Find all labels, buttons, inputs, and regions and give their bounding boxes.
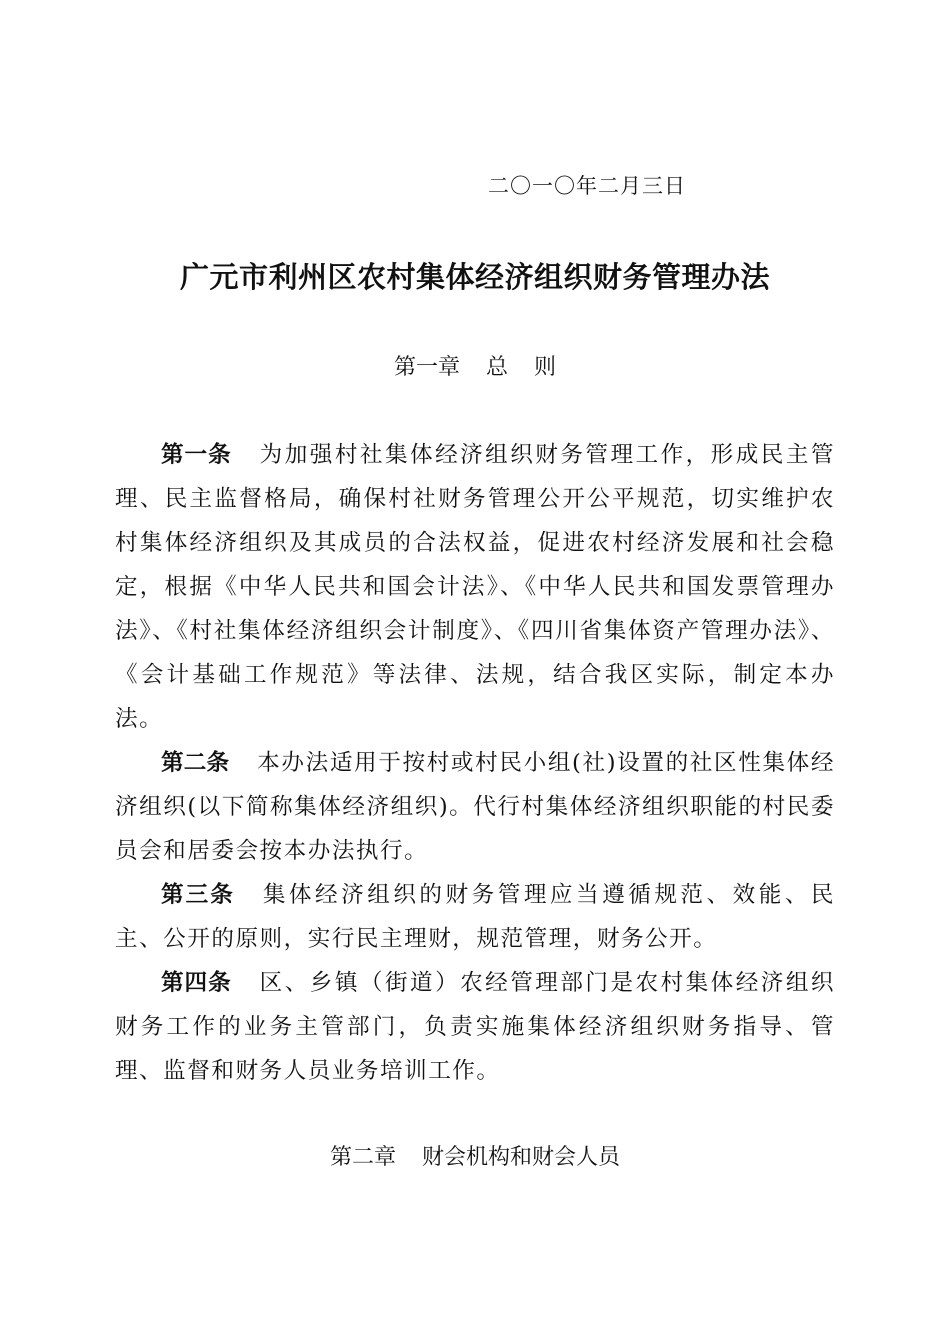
article-label: 第二条 bbox=[161, 750, 230, 776]
chapter-heading-2 bbox=[0, 1141, 950, 1175]
chapter-name: 财会机构和财会人员 bbox=[422, 1145, 621, 1170]
article-label: 第四条 bbox=[161, 970, 232, 996]
chapter-number: 第一章 bbox=[393, 355, 460, 380]
chapter-number: 第二章 bbox=[329, 1145, 396, 1170]
article-label: 第一条 bbox=[161, 442, 232, 468]
article-4 bbox=[115, 961, 835, 1093]
article-1 bbox=[115, 433, 835, 741]
chapter-1-body bbox=[115, 433, 835, 1093]
document-date: 二〇一〇年二月三日 bbox=[488, 174, 686, 198]
document-title: 广元市利州区农村集体经济组织财务管理办法 bbox=[179, 260, 770, 294]
article-text: 本办法适用于按村或村民小组(社)设置的社区性集体经济组织(以下简称集体经济组织)。代行村集体经济组织职能的村民委员会和居委会按本办法执行。 bbox=[115, 750, 835, 864]
article-2 bbox=[115, 741, 835, 873]
chapter-heading-1 bbox=[0, 351, 950, 385]
article-label: 第三条 bbox=[161, 882, 235, 908]
article-3 bbox=[115, 873, 835, 961]
chapter-name: 总 bbox=[485, 355, 508, 380]
article-text: 集体经济组织的财务管理应当遵循规范、效能、民主、公开的原则，实行民主理财，规范管理，财务公开。 bbox=[115, 882, 836, 952]
chapter-name-2: 则 bbox=[534, 355, 557, 380]
article-text: 区、乡镇（街道）农经管理部门是农村集体经济组织财务工作的业务主管部门，负责实施集体经济组织财务指导、管理、监督和财务人员业务培训工作。 bbox=[115, 970, 836, 1084]
article-text: 为加强村社集体经济组织财务管理工作，形成民主管理、民主监督格局，确保村社财务管理公开公平规范，切实维护农村集体经济组织及其成员的合法权益，促进农村经济发展和社会稳定，根据《中华人民共和国会计法》、《中华人民共和国发票管理办法》、《村社集体经济组织会计制度》、《四川省集体资产管理办法》、《会计基础工作规范》等法律、法规，结合我区实际，制定本办法。 bbox=[115, 442, 836, 732]
